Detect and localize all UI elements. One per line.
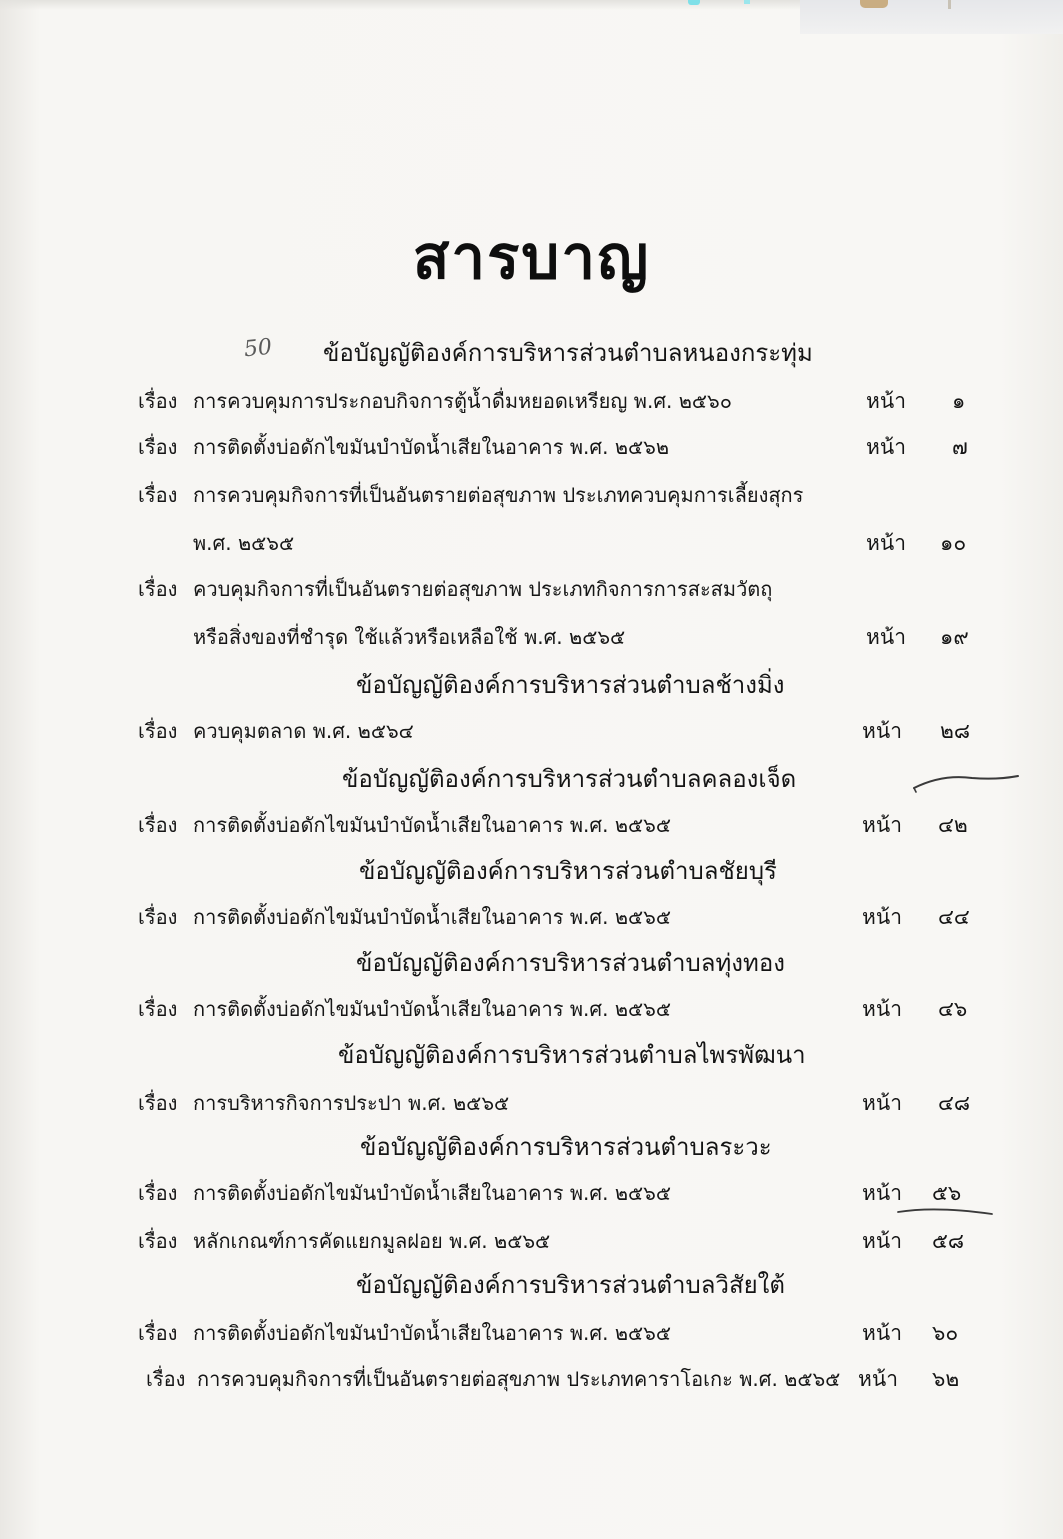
page-number: ๔๖ <box>938 997 968 1021</box>
page-number: ๖๐ <box>932 1321 959 1345</box>
section-heading: ข้อบัญญัติองค์การบริหารส่วนตำบลทุ่งทอง <box>356 949 785 977</box>
toc-entry <box>0 432 1063 462</box>
page-label: หน้า <box>862 719 902 743</box>
entry-title-continuation: พ.ศ. ๒๕๖๕ <box>193 531 295 555</box>
page-label: หน้า <box>862 1181 902 1205</box>
entry-title: การติดตั้งบ่อดักไขมันบำบัดน้ำเสียในอาคาร พ.ศ. ๒๕๖๕ <box>193 1321 671 1345</box>
entry-label: เรื่อง <box>138 1321 178 1345</box>
toc-entry <box>0 1088 1063 1118</box>
page-label: หน้า <box>862 1229 902 1253</box>
toc-entry <box>0 574 1063 604</box>
toc-entry <box>0 1226 1063 1256</box>
entry-label: เรื่อง <box>138 389 178 413</box>
section-heading: ข้อบัญญัติองค์การบริหารส่วนตำบลระวะ <box>360 1133 772 1161</box>
entry-label: เรื่อง <box>138 1229 178 1253</box>
page-label: หน้า <box>862 997 902 1021</box>
toc-entry-continuation <box>0 622 1063 652</box>
page-top-corner-shade <box>800 0 1063 34</box>
toc-entry <box>0 386 1063 416</box>
background-speck <box>860 0 888 8</box>
page-number: ๖๒ <box>932 1367 960 1391</box>
entry-label: เรื่อง <box>138 719 178 743</box>
section-heading: ข้อบัญญัติองค์การบริหารส่วนตำบลหนองกระทุ่ม <box>323 339 813 367</box>
entry-title: การควบคุมการประกอบกิจการตู้น้ำดื่มหยอดเหรียญ พ.ศ. ๒๕๖๐ <box>193 389 732 413</box>
entry-title: การติดตั้งบ่อดักไขมันบำบัดน้ำเสียในอาคาร พ.ศ. ๒๕๖๕ <box>193 1181 671 1205</box>
page-label: หน้า <box>862 813 902 837</box>
entry-label: เรื่อง <box>138 813 178 837</box>
section-heading: ข้อบัญญัติองค์การบริหารส่วนตำบลคลองเจ็ด <box>342 765 797 793</box>
entry-title: การบริหารกิจการประปา พ.ศ. ๒๕๖๕ <box>193 1091 510 1115</box>
section-heading: ข้อบัญญัติองค์การบริหารส่วนตำบลช้างมิ่ง <box>356 671 785 699</box>
page-number: ๑๙ <box>940 625 969 649</box>
page-number: ๔๔ <box>938 905 970 929</box>
page-label: หน้า <box>866 625 906 649</box>
entry-label: เรื่อง <box>138 435 178 459</box>
page-label: หน้า <box>862 1091 902 1115</box>
entry-label: เรื่อง <box>146 1367 186 1391</box>
section-heading: ข้อบัญญัติองค์การบริหารส่วนตำบลวิสัยใต้ <box>356 1271 785 1299</box>
entry-title: การติดตั้งบ่อดักไขมันบำบัดน้ำเสียในอาคาร พ.ศ. ๒๕๖๕ <box>193 905 671 929</box>
entry-title: การควบคุมกิจการที่เป็นอันตรายต่อสุขภาพ ประเภทคาราโอเกะ พ.ศ. ๒๕๖๕ <box>197 1367 841 1391</box>
background-speck <box>948 0 951 9</box>
toc-entry <box>0 716 1063 746</box>
page-number: ๕๖ <box>932 1181 962 1205</box>
entry-title: ควบคุมตลาด พ.ศ. ๒๕๖๔ <box>193 719 414 743</box>
entry-label: เรื่อง <box>138 1091 178 1115</box>
entry-title-continuation: หรือสิ่งของที่ชำรุด ใช้แล้วหรือเหลือใช้ พ.ศ. ๒๕๖๕ <box>193 625 626 649</box>
entry-title: การติดตั้งบ่อดักไขมันบำบัดน้ำเสียในอาคาร พ.ศ. ๒๕๖๒ <box>193 435 670 459</box>
page-label: หน้า <box>858 1367 898 1391</box>
page-label: หน้า <box>862 1321 902 1345</box>
page-number: ๑ <box>952 389 966 413</box>
page-label: หน้า <box>866 435 906 459</box>
page-number: ๕๘ <box>932 1229 965 1253</box>
entry-title: การติดตั้งบ่อดักไขมันบำบัดน้ำเสียในอาคาร พ.ศ. ๒๕๖๕ <box>193 997 671 1021</box>
toc-entry <box>0 902 1063 932</box>
toc-entry <box>0 480 1063 510</box>
page-number: ๗ <box>952 435 968 459</box>
entry-label: เรื่อง <box>138 1181 178 1205</box>
handwritten-annotation: 50 <box>242 334 274 363</box>
page-number: ๔๘ <box>938 1091 971 1115</box>
entry-title: การควบคุมกิจการที่เป็นอันตรายต่อสุขภาพ ประเภทควบคุมการเลี้ยงสุกร <box>193 483 804 507</box>
toc-entry-continuation <box>0 528 1063 558</box>
page-label: หน้า <box>866 389 906 413</box>
entry-label: เรื่อง <box>138 997 178 1021</box>
toc-entry <box>0 1318 1063 1348</box>
pen-stroke-mark <box>912 768 1022 794</box>
toc-entry <box>0 994 1063 1024</box>
page-number: ๒๘ <box>940 719 971 743</box>
page-label: หน้า <box>866 531 906 555</box>
page-title: สารบาญ <box>412 223 651 293</box>
entry-label: เรื่อง <box>138 483 178 507</box>
entry-label: เรื่อง <box>138 577 178 601</box>
toc-entry <box>0 810 1063 840</box>
page-label: หน้า <box>862 905 902 929</box>
background-speck <box>688 0 700 5</box>
page-number: ๑๐ <box>940 531 967 555</box>
entry-title: การติดตั้งบ่อดักไขมันบำบัดน้ำเสียในอาคาร พ.ศ. ๒๕๖๕ <box>193 813 671 837</box>
section-heading: ข้อบัญญัติองค์การบริหารส่วนตำบลไพรพัฒนา <box>338 1041 806 1069</box>
entry-title: ควบคุมกิจการที่เป็นอันตรายต่อสุขภาพ ประเภทกิจการการสะสมวัตถุ <box>193 577 773 601</box>
entry-label: เรื่อง <box>138 905 178 929</box>
pen-stroke-mark <box>896 1202 996 1222</box>
page-number: ๔๒ <box>938 813 968 837</box>
toc-entry <box>0 1364 1063 1394</box>
section-heading: ข้อบัญญัติองค์การบริหารส่วนตำบลชัยบุรี <box>359 857 777 885</box>
background-speck <box>744 0 750 4</box>
entry-title: หลักเกณฑ์การคัดแยกมูลฝอย พ.ศ. ๒๕๖๕ <box>193 1229 551 1253</box>
